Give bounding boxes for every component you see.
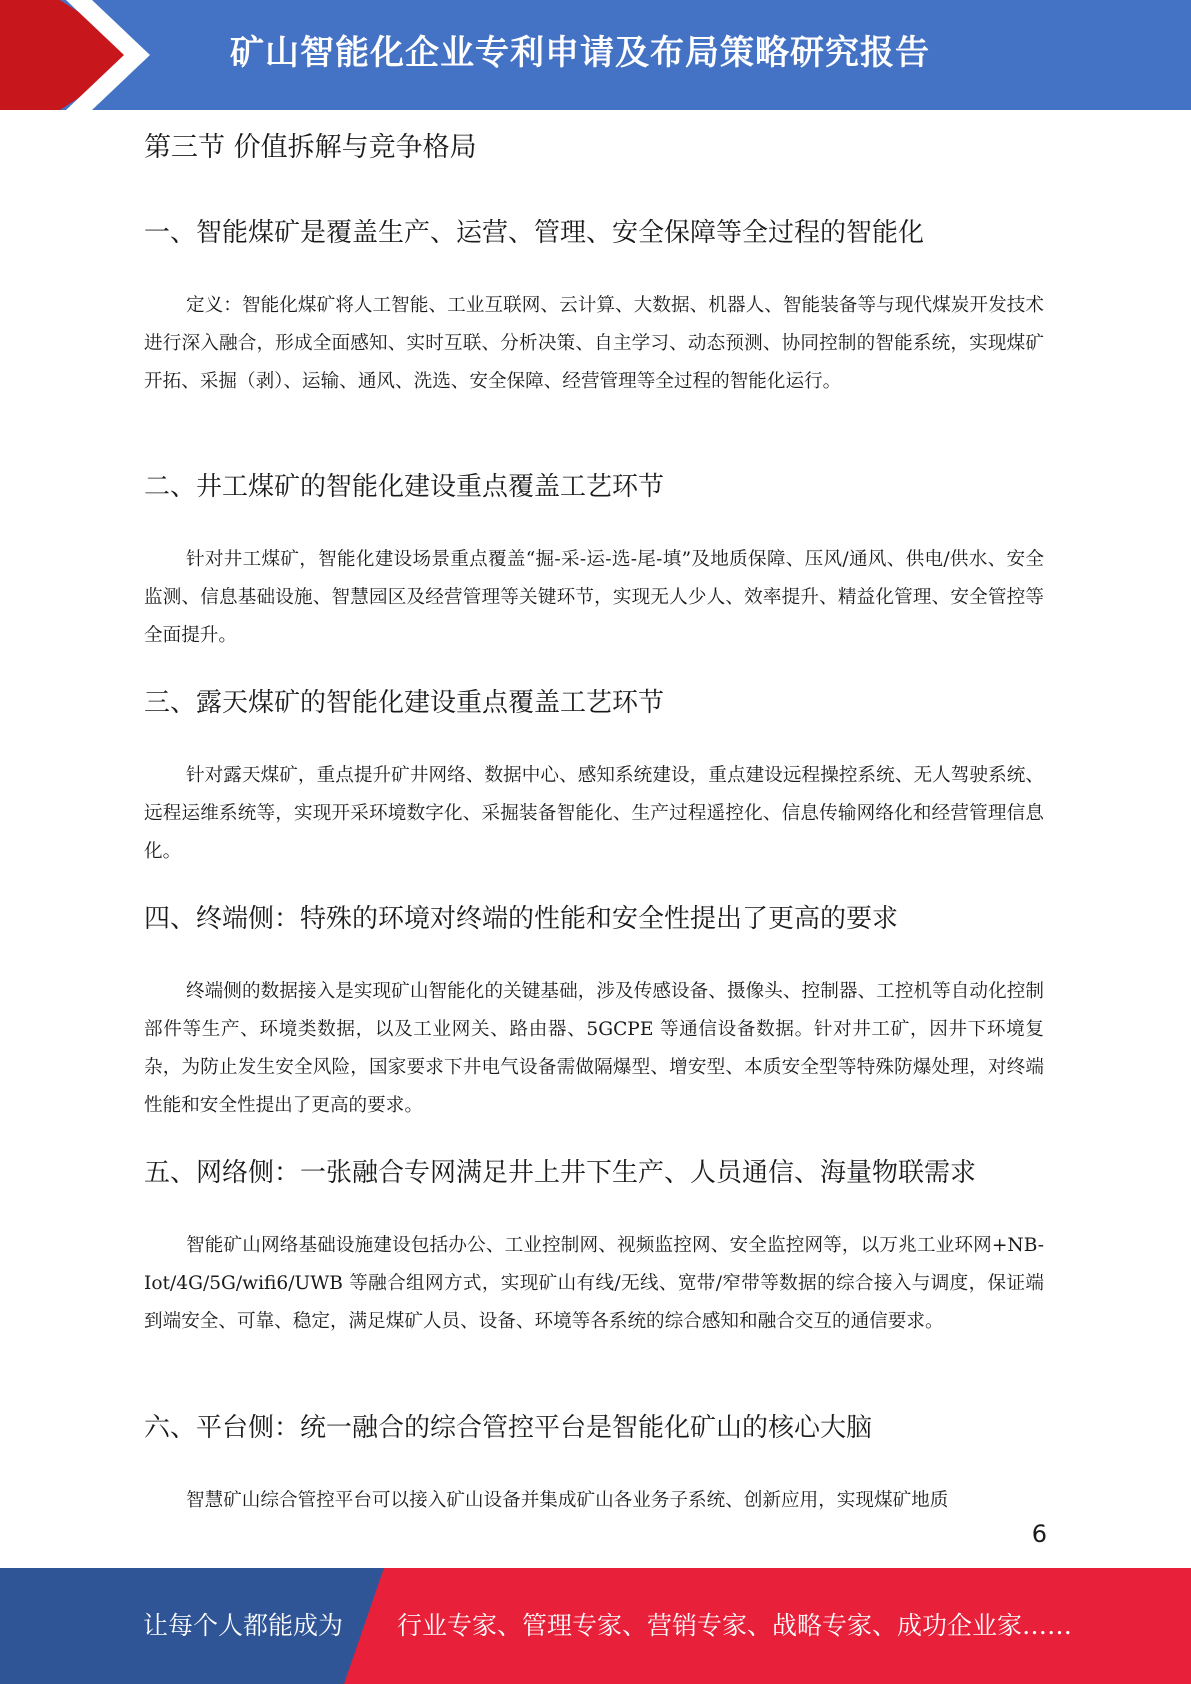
heading-2: 二、井工煤矿的智能化建设重点覆盖工艺环节 (144, 472, 665, 502)
paragraph-1: 定义：智能化煤矿将人工智能、工业互联网、云计算、大数据、机器人、智能装备等与现代煤炭开发技术进行深入融合，形成全面感知、实时互联、分析决策、自主学习、动态预测、协同控制的智能系统，实现煤矿开拓、采掘（剥）、运输、通风、洗选、安全保障、经营管理等全过程的智能化运行。 (144, 295, 1044, 392)
paragraph-5: 智能矿山网络基础设施建设包括办公、工业控制网、视频监控网、安全监控网等，以万兆工业环网+NB-Iot/4G/5G/wifi6/UWB 等融合组网方式，实现矿山有线/无线、宽带/窄带等数据的综合接入与调度，保证端到端安全、可靠、稳定，满足煤矿人员、设备、环境等各系统的综合感知和融合交互的通信要求。 (144, 1235, 1044, 1332)
heading-1: 一、智能煤矿是覆盖生产、运营、管理、安全保障等全过程的智能化 (144, 218, 925, 248)
paragraph-3: 针对露天煤矿，重点提升矿井网络、数据中心、感知系统建设，重点建设远程操控系统、无人驾驶系统、远程运维系统等，实现开采环境数字化、采掘装备智能化、生产过程遥控化、信息传输网络化和经营管理信息化。 (144, 765, 1044, 862)
footer-slogan-left: 让每个人都能成为 (143, 1611, 344, 1640)
heading-4: 四、终端侧：特殊的环境对终端的性能和安全性提出了更高的要求 (144, 904, 899, 934)
footer-slogan-right: 行业专家、管理专家、营销专家、战略专家、成功企业家…… (397, 1611, 1073, 1640)
footer-band (0, 1568, 1191, 1684)
paragraph-2: 针对井工煤矿，智能化建设场景重点覆盖“掘-采-运-选-尾-填”及地质保障、压风/通风、供电/供水、安全监测、信息基础设施、智慧园区及经营管理等关键环节，实现无人少人、效率提升、精益化管理、安全管控等全面提升。 (144, 549, 1044, 646)
page-number: 6 (1031, 1520, 1047, 1548)
heading-6: 六、平台侧：统一融合的综合管控平台是智能化矿山的核心大脑 (144, 1413, 873, 1443)
heading-3: 三、露天煤矿的智能化建设重点覆盖工艺环节 (144, 688, 665, 718)
section-title: 第三节 价值拆解与竞争格局 (144, 132, 477, 163)
header-red-chevron (0, 0, 145, 110)
header-band (0, 0, 1191, 110)
paragraph-4: 终端侧的数据接入是实现矿山智能化的关键基础，涉及传感设备、摄像头、控制器、工控机等自动化控制部件等生产、环境类数据，以及工业网关、路由器、5GCPE 等通信设备数据。针对井工矿，因井下环境复杂，为防止发生安全风险，国家要求下井电气设备需做隔爆型、增安型、本质安全型等特殊防爆处理，对终端性能和安全性提出了更高的要求。 (144, 981, 1044, 1116)
heading-5: 五、网络侧：一张融合专网满足井上井下生产、人员通信、海量物联需求 (144, 1158, 977, 1188)
document-title: 矿山智能化企业专利申请及布局策略研究报告 (230, 33, 930, 73)
paragraph-6: 智慧矿山综合管控平台可以接入矿山设备并集成矿山各业务子系统、创新应用，实现煤矿地质 (186, 1490, 949, 1511)
